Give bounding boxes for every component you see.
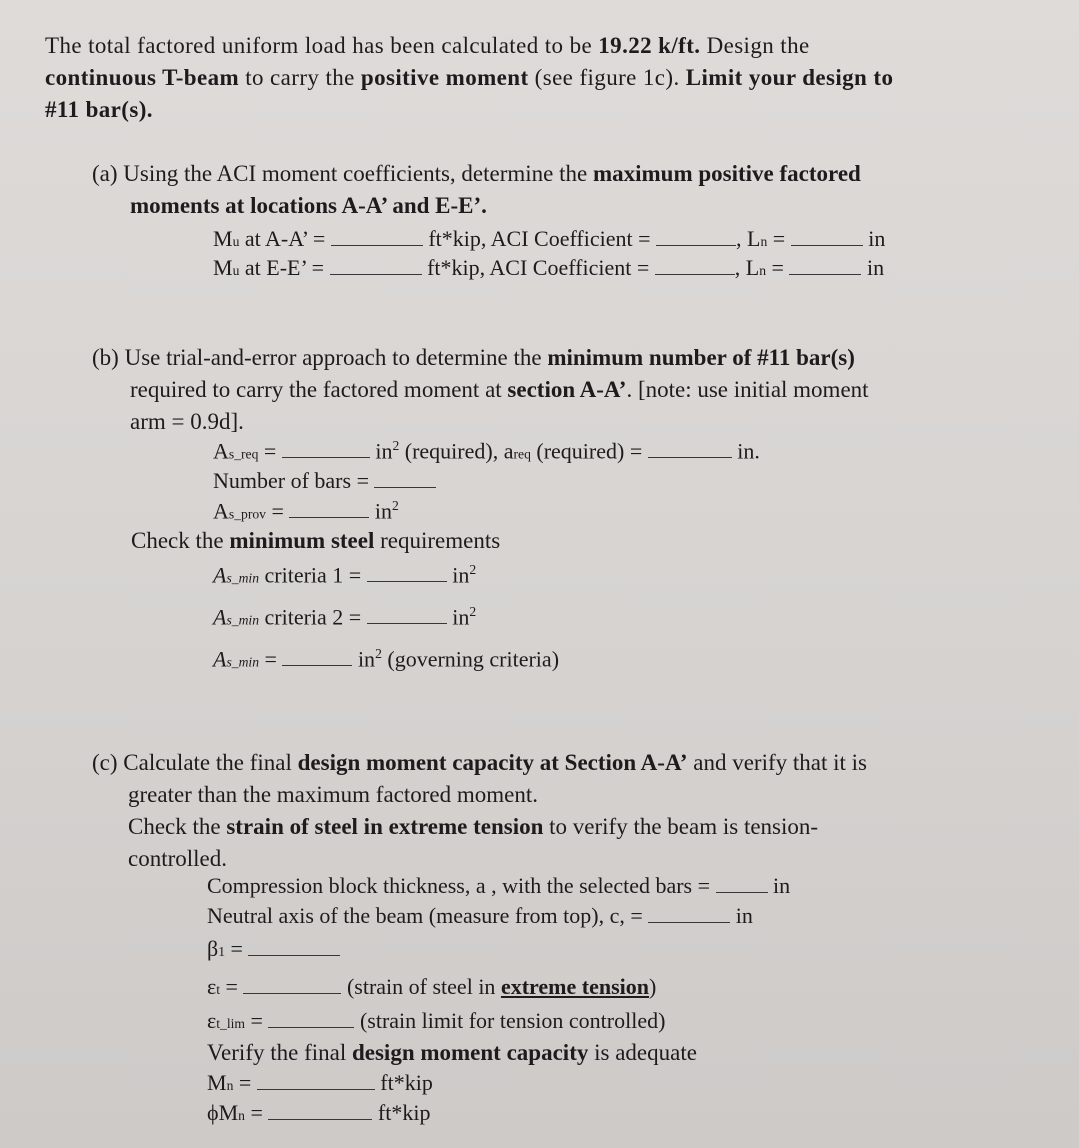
as-min-input[interactable] xyxy=(282,664,352,666)
mu-ee-row: Mu at E-E’ = ft*kip, ACI Coefficient = , Ln = in xyxy=(213,255,885,280)
as-min-2-input[interactable] xyxy=(367,622,447,624)
mu-aa-row: Mu at A-A’ = ft*kip, ACI Coefficient = , Ln = in xyxy=(213,226,886,251)
as-min-governing-row: As_min = $in^2$ (governing criteria) xyxy=(213,646,560,672)
part-c-question: (c) Calculate the final design moment capacity at Section A-A’ and verify that it is greater than the maximum factored moment. Check the strain of steel in extreme tension to verify the beam is tension- controlled. xyxy=(92,750,868,871)
mn-input[interactable] xyxy=(257,1088,375,1090)
mu-ee-input[interactable] xyxy=(330,273,422,275)
strain-steel-row: εt = (strain of steel in extreme tension) xyxy=(207,974,657,999)
number-of-bars-input[interactable] xyxy=(374,486,436,488)
mn-row: Mn = ft*kip xyxy=(207,1070,433,1095)
strain-limit-input[interactable] xyxy=(268,1026,354,1028)
as-req-input[interactable] xyxy=(282,456,370,458)
ln-ee-input[interactable] xyxy=(789,273,861,275)
aci-coef-aa-input[interactable] xyxy=(656,244,736,246)
aci-coef-ee-input[interactable] xyxy=(655,273,735,275)
as-min-criteria-2-row: As_min criteria $2 = in^2$ xyxy=(213,604,477,630)
neutral-axis-input[interactable] xyxy=(648,921,730,923)
as-min-criteria-1-row: As_min criteria $1 = in^2$ xyxy=(213,562,477,588)
as-prov-input[interactable] xyxy=(289,516,369,518)
number-of-bars-row: Number of bars = xyxy=(213,468,436,494)
verify-heading: Verify the final design moment capacity is adequate xyxy=(207,1040,697,1065)
problem-statement: The total factored uniform load has been calculated to be 19.22 k/ft. Design the continuous T-beam to carry the positive moment (see figure 1c). Limit your design to #11 bar(s). xyxy=(45,33,894,122)
part-a-question: (a) Using the ACI moment coefficients, determine the maximum positive factored moments at locations A-A’ and E-E’. xyxy=(92,161,861,218)
beta1-row: β1 = xyxy=(207,936,340,962)
part-b-question: (b) Use trial-and-error approach to determine the minimum number of #11 bar(s) required to carry the factored moment at section A-A’. [note: use initial moment arm = 0.9d]. xyxy=(92,345,869,434)
beta1-input[interactable] xyxy=(248,954,340,956)
ln-aa-input[interactable] xyxy=(791,244,863,246)
neutral-axis-row: Neutral axis of the beam (measure from top), c, = in xyxy=(207,903,753,928)
strain-steel-input[interactable] xyxy=(243,992,341,994)
a-req-input[interactable] xyxy=(648,456,732,458)
compression-block-row: Compression block thickness, a , with the selected bars = in xyxy=(207,873,791,898)
as-min-1-input[interactable] xyxy=(367,580,447,582)
strain-limit-row: εt_lim = (strain limit for tension controlled) xyxy=(207,1008,666,1033)
phi-mn-row: ϕMn = ft*kip xyxy=(207,1100,431,1125)
phi-mn-input[interactable] xyxy=(268,1118,372,1120)
as-req-row: As_req = $in^2$ (required), areq (required) = in. xyxy=(213,438,760,464)
as-prov-row: As_prov = $in^2$ xyxy=(213,498,399,524)
compression-block-input[interactable] xyxy=(716,891,768,893)
check-min-steel-heading: Check the minimum steel requirements xyxy=(131,528,501,553)
mu-aa-input[interactable] xyxy=(331,244,423,246)
